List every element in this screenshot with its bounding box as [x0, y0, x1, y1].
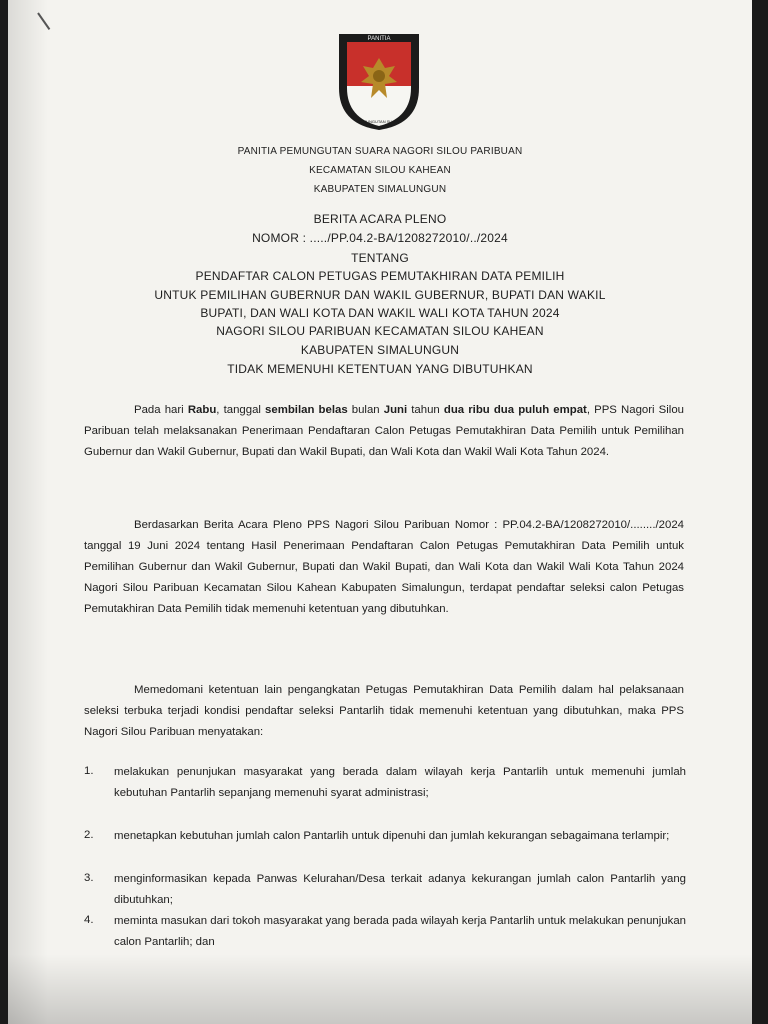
subject-line: TIDAK MEMENUHI KETENTUAN YANG DIBUTUHKAN [227, 362, 533, 376]
list-number: 3. [84, 872, 94, 884]
header-line-2: KECAMATAN SILOU KAHEAN [309, 165, 451, 176]
list-number: 2. [84, 829, 94, 841]
list-number: 4. [84, 914, 94, 926]
list-item: menginformasikan kepada Panwas Kelurahan/Desa terkait adanya kekurangan jumlah calon Pantarlih yang dibutuhkan; [114, 873, 686, 906]
paragraph-3 [84, 680, 684, 743]
subject-line: UNTUK PEMILIHAN GUBERNUR DAN WAKIL GUBERNUR, BUPATI DAN WAKIL [154, 288, 606, 302]
month-bold: Juni [383, 404, 408, 416]
subject-line: PENDAFTAR CALON PETUGAS PEMUTAKHIRAN DATA PEMILIH [195, 269, 565, 283]
subject-line: NAGORI SILOU PARIBUAN KECAMATAN SILOU KAHEAN [216, 324, 544, 338]
paragraph-1 [84, 400, 684, 463]
subject-line: BUPATI, DAN WALI KOTA DAN WAKIL WALI KOTA TAHUN 2024 [200, 306, 560, 320]
subject-line: KABUPATEN SIMALUNGUN [300, 343, 460, 357]
text-run: bulan [347, 404, 384, 416]
year-bold: dua ribu dua puluh empat [443, 404, 587, 416]
date-bold: sembilan belas [265, 404, 348, 416]
logo-text-bottom: PEMUNGUTAN SUARA [357, 119, 401, 124]
header-line-3: KABUPATEN SIMALUNGUN [313, 184, 447, 195]
document-number: NOMOR : ...../PP.04.2-BA/1208272010/../2024 [252, 231, 508, 245]
list-item: meminta masukan dari tokoh masyarakat yang berada pada wilayah kerja Pantarlih untuk melakukan penunjukan calon Pantarlih; dan [114, 915, 686, 948]
page-shadow-bottom [8, 954, 752, 1024]
text-run: tahun [407, 404, 444, 416]
list-number: 1. [84, 765, 94, 777]
text-run: , tanggal [216, 404, 266, 416]
paragraph-2 [84, 515, 684, 620]
document-page [8, 0, 752, 1024]
kpu-logo-icon [333, 28, 425, 130]
paragraph-3-text: Memedomani ketentuan lain pengangkatan Petugas Pemutakhiran Data Pemilih dalam hal pelaksanaan seleksi terbuka terjadi kondisi pendaftar seleksi Pantarlih tidak memenuhi ketentuan yang dibutuhkan, maka PPS Nagori Silou Paribuan menyatakan: [84, 684, 684, 738]
list-item: menetapkan kebutuhan jumlah calon Pantarlih untuk dipenuhi dan jumlah kekurangan sebagaimana terlampir; [114, 830, 670, 842]
text-run: Pada hari [134, 404, 188, 416]
text-run: , PPS Nagori Silou Paribuan telah melaksanakan Penerimaan Pendaftaran Calon Petugas Pemutakhiran Data Pemilih untuk Pemilihan Gubernur dan Wakil Gubernur, Bupati dan Wakil Bupati, dan Wali Kota dan Wakil Wali Kota Tahun 2024. [84, 404, 684, 458]
tentang-label: TENTANG [351, 251, 409, 265]
logo-text-top: PANITIA [367, 36, 391, 42]
paragraph-2-text: Berdasarkan Berita Acara Pleno PPS Nagori Silou Paribuan Nomor : PP.04.2-BA/1208272010/......../2024 tanggal 19 Juni 2024 tentang Hasil Penerimaan Pendaftaran Calon Petugas Pemutakhiran Data Pemilih untuk Pemilihan Gubernur dan Wakil Gubernur, Bupati dan Wakil Bupati, dan Wali Kota dan Wakil Wali Kota Tahun 2024 Nagori Silou Paribuan Kecamatan Silou Kahean Kabupaten Simalungun, terdapat pendaftar seleksi calon Petugas Pemutakhiran Data Pemilih tidak memenuhi ketentuan yang dibutuhkan. [84, 519, 684, 615]
document-title: BERITA ACARA PLENO [313, 212, 447, 226]
day-bold: Rabu [187, 404, 217, 416]
list-item: melakukan penunjukan masyarakat yang berada dalam wilayah kerja Pantarlih untuk memenuhi jumlah kebutuhan Pantarlih sepanjang memenuhi syarat administrasi; [114, 766, 686, 799]
header-line-1: PANITIA PEMUNGUTAN SUARA NAGORI SILOU PARIBUAN [237, 146, 523, 157]
